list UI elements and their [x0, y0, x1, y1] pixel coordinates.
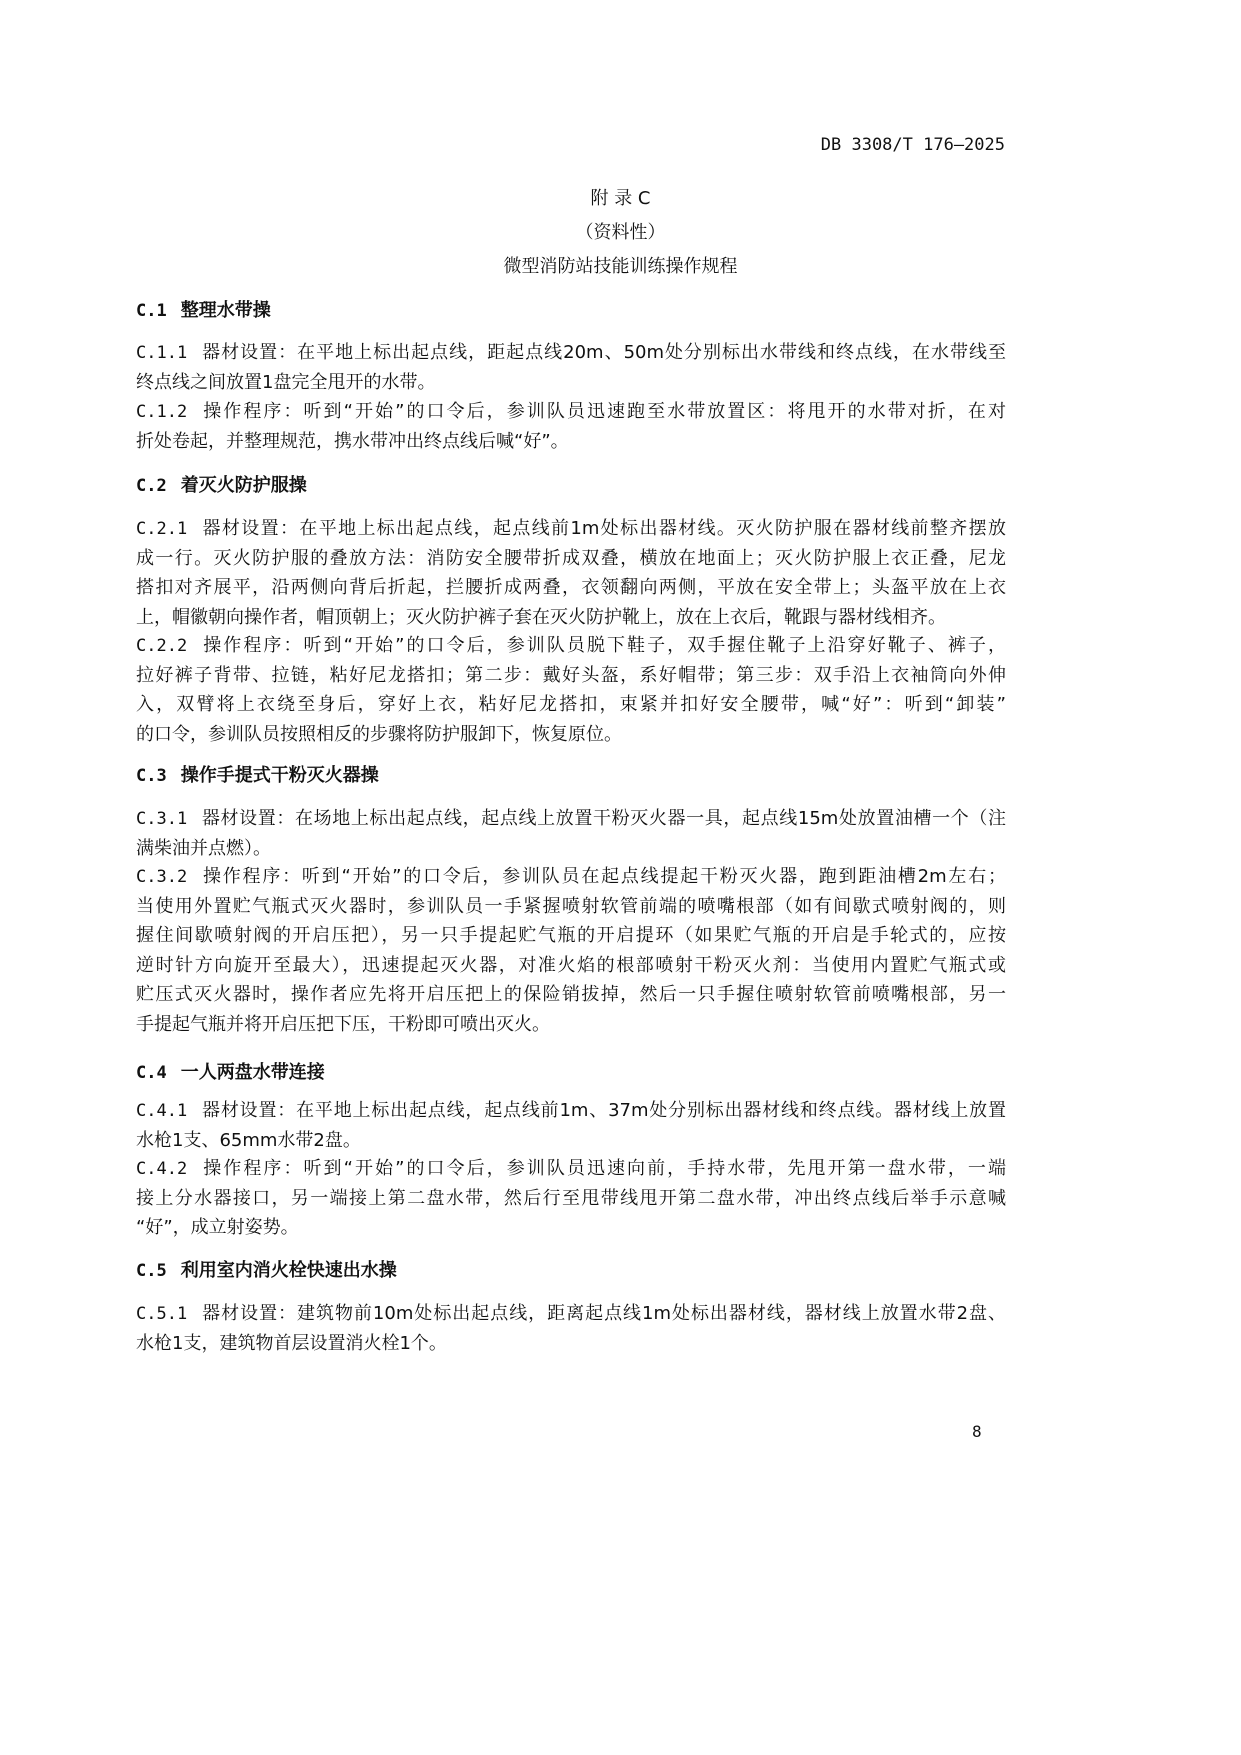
section-heading	[136, 1256, 1006, 1286]
line-text: 手提起气瓶并将开启压把下压，干粉即可喷出灭火。	[136, 1013, 550, 1035]
clause-paragraph	[136, 397, 1006, 456]
line-text: “好”，成立射姿势。	[136, 1217, 299, 1238]
paragraph-line	[136, 1010, 1006, 1040]
paragraph-line	[136, 690, 1006, 720]
section-title: 整理水带操	[180, 300, 271, 321]
paragraph-line	[136, 514, 1006, 544]
line-text: 接上分水器接口，另一端接上第二盘水带，然后行至甩带线甩开第二盘水带，冲出终点线后举手示意喊	[136, 1187, 1006, 1209]
line-text: 器材设置：建筑物前10m处标出起点线，距离起点线1m处标出器材线，器材线上放置水带2盘、	[201, 1303, 1006, 1324]
paragraph-line	[136, 1126, 1006, 1156]
clause-paragraph	[136, 338, 1006, 397]
paragraph-line	[136, 573, 1006, 603]
line-text: 终点线之间放置1盘完全甩开的水带。	[136, 371, 436, 393]
paragraph-line	[136, 603, 1006, 633]
section-number: C.3	[136, 766, 167, 786]
paragraph-line	[136, 1299, 1006, 1329]
paragraph-line	[136, 1096, 1006, 1126]
line-text: 成一行。灭火防护服的叠放方法：消防安全腰带折成双叠，横放在地面上；灭火防护服上衣正叠，尼龙	[136, 547, 1006, 569]
paragraph-line	[136, 1184, 1006, 1214]
clause-number: C.2.1	[136, 519, 188, 539]
paragraph-line	[136, 892, 1006, 922]
paragraph-line	[136, 862, 1006, 892]
line-text: 操作程序：听到“开始”的口令后，参训队员迅速跑至水带放置区：将甩开的水带对折，在对	[201, 401, 1006, 422]
document-code: DB 3308/T 176—2025	[820, 135, 1005, 155]
section-heading	[136, 761, 1006, 791]
clause-paragraph	[136, 804, 1006, 863]
paragraph-line	[136, 661, 1006, 691]
paragraph-line	[136, 980, 1006, 1010]
line-text: 握住间歇喷射阀的开启压把），另一只手提起贮气瓶的开启提环（如果贮气瓶的开启是手轮式的，应按	[136, 925, 1006, 946]
line-text: 逆时针方向旋开至最大），迅速提起灭火器，对准火焰的根部喷射干粉灭火剂：当使用内置贮气瓶式或	[136, 954, 1006, 976]
section-heading	[136, 1058, 1006, 1088]
section-title: 着灭火防护服操	[180, 475, 307, 496]
line-text: 操作程序：听到“开始”的口令后，参训队员迅速向前，手持水带，先甩开第一盘水带，一端	[201, 1158, 1006, 1179]
line-text: 拉好裤子背带、拉链，粘好尼龙搭扣；第二步：戴好头盔，系好帽带；第三步：双手沿上衣袖筒向外伸	[136, 664, 1006, 686]
section-title: 利用室内消火栓快速出水操	[180, 1260, 397, 1281]
section-title: 操作手提式干粉灭火器操	[180, 765, 379, 786]
paragraph-line	[136, 427, 1006, 457]
paragraph-line	[136, 544, 1006, 574]
line-text: 水枪1支，建筑物首层设置消火栓1个。	[136, 1332, 447, 1354]
section-heading	[136, 471, 1006, 501]
section-number: C.2	[136, 476, 167, 496]
clause-number: C.3.2	[136, 867, 188, 887]
clause-number: C.2.2	[136, 636, 188, 656]
clause-paragraph	[136, 514, 1006, 632]
appendix-type: （资料性）	[575, 222, 666, 243]
line-text: 入，双臂将上衣绕至身后，穿好上衣，粘好尼龙搭扣，束紧并扣好安全腰带，喊“好”：听到“卸装”	[136, 694, 1006, 715]
appendix-label: 附 录 C	[590, 188, 651, 209]
clause-paragraph	[136, 1154, 1006, 1243]
section-number: C.4	[136, 1063, 167, 1083]
clause-number: C.4.2	[136, 1159, 188, 1179]
section-heading	[136, 296, 1006, 326]
line-text: 折处卷起，并整理规范，携水带冲出终点线后喊“好”。	[136, 430, 569, 452]
paragraph-line	[136, 921, 1006, 951]
line-text: 器材设置：在平地上标出起点线，距起点线20m、50m处分别标出水带线和终点线，在水带线至	[201, 342, 1006, 363]
line-text: 贮压式灭火器时，操作者应先将开启压把上的保险销拔掉，然后一只手握住喷射软管前喷嘴根部，另一	[136, 984, 1006, 1005]
paragraph-line	[136, 720, 1006, 750]
page-number: 8	[972, 1422, 982, 1441]
paragraph-line	[136, 1213, 1006, 1243]
paragraph-line	[136, 631, 1006, 661]
clause-paragraph	[136, 862, 1006, 1039]
paragraph-line	[136, 1154, 1006, 1184]
line-text: 的口令，参训队员按照相反的步骤将防护服卸下，恢复原位。	[136, 723, 622, 745]
line-text: 水枪1支、65mm水带2盘。	[136, 1129, 361, 1151]
paragraph-line	[136, 804, 1006, 834]
paragraph-line	[136, 397, 1006, 427]
line-text: 器材设置：在场地上标出起点线，起点线上放置干粉灭火器一具，起点线15m处放置油槽一个（注	[201, 808, 1006, 829]
paragraph-line	[136, 1329, 1006, 1359]
paragraph-line	[136, 338, 1006, 368]
line-text: 满柴油并点燃）。	[136, 837, 271, 859]
appendix-title: 微型消防站技能训练操作规程	[503, 256, 738, 277]
clause-number: C.1.2	[136, 402, 188, 422]
clause-number: C.4.1	[136, 1101, 188, 1121]
section-number: C.5	[136, 1261, 167, 1281]
section-number: C.1	[136, 301, 167, 321]
line-text: 操作程序：听到“开始”的口令后，参训队员在起点线提起干粉灭火器，跑到距油槽2m左右；	[201, 866, 1006, 887]
line-text: 上，帽徽朝向操作者，帽顶朝上；灭火防护裤子套在灭火防护靴上，放在上衣后，靴跟与器材线相齐。	[136, 606, 946, 628]
clause-number: C.3.1	[136, 809, 188, 829]
line-text: 器材设置：在平地上标出起点线，起点线前1m处标出器材线。灭火防护服在器材线前整齐摆放	[201, 518, 1006, 539]
line-text: 当使用外置贮气瓶式灭火器时，参训队员一手紧握喷射软管前端的喷嘴根部（如有间歇式喷射阀的，则	[136, 895, 1006, 917]
clause-paragraph	[136, 1096, 1006, 1155]
paragraph-line	[136, 951, 1006, 981]
paragraph-line	[136, 834, 1006, 864]
clause-paragraph	[136, 631, 1006, 749]
clause-paragraph	[136, 1299, 1006, 1358]
section-title: 一人两盘水带连接	[180, 1062, 325, 1083]
line-text: 器材设置：在平地上标出起点线，起点线前1m、37m处分别标出器材线和终点线。器材线上放置	[201, 1100, 1006, 1121]
paragraph-line	[136, 368, 1006, 398]
clause-number: C.1.1	[136, 343, 188, 363]
line-text: 操作程序：听到“开始”的口令后，参训队员脱下鞋子，双手握住靴子上沿穿好靴子、裤子，	[201, 635, 1006, 656]
clause-number: C.5.1	[136, 1304, 188, 1324]
line-text: 搭扣对齐展平，沿两侧向背后折起，拦腰折成两叠，衣领翻向两侧，平放在安全带上；头盔平放在上衣	[136, 577, 1006, 598]
